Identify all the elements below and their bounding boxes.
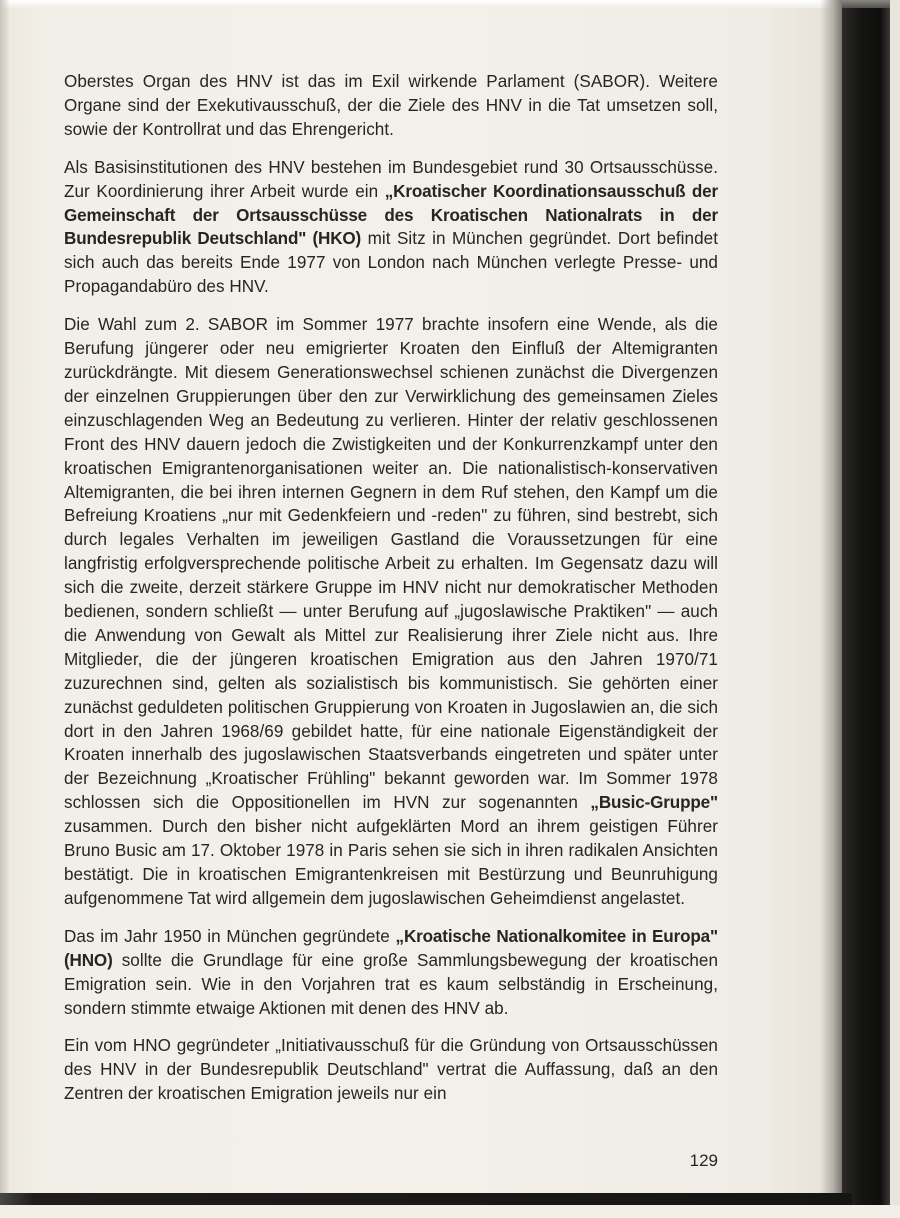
scan-top-edge <box>0 0 900 8</box>
bold-term: „Kroatische Nationalkomitee in Europa" (HNO) <box>64 926 718 970</box>
scan-left-shadow <box>0 0 10 1218</box>
paragraph <box>64 925 718 1021</box>
text-segment: Als Basisinstitutionen des HNV bestehen im Bundesgebiet rund 30 Ortsausschüsse. Zur Koordinierung ihrer Arbeit wurde ein <box>64 157 718 201</box>
body-text <box>64 70 718 1120</box>
text-segment: Die Wahl zum 2. SABOR im Sommer 1977 brachte insofern eine Wende, als die Berufung jüngerer oder neu emigrierter Kroaten den Einfluß der Altemigranten zurückdrängte. Mit diesem Generationswechsel schienen zunächst die Divergenzen der einzelnen Gruppierungen über den zur Verwirklichung des gemeinsamen Zieles einzuschlagenden Weg an Bedeutung zu verlieren. Hinter der relativ geschlossenen Front des HNV dauern jedoch die Zwistigkeiten und der Konkurrenzkampf unter den kroatischen Emigrantenorganisationen weiter an. Die nationalistisch-konservativen Altemigranten, die bei ihren internen Gegnern in dem Ruf stehen, den Kampf um die Befreiung Kroatiens „nur mit Gedenkfeiern und -reden" zu führen, sind bestrebt, sich durch legales Verhalten im jeweiligen Gastland die Voraussetzungen für eine langfristig erfolgversprechende politische Arbeit zu erhalten. Im Gegensatz dazu will sich die zweite, derzeit stärkere Gruppe im HNV nicht nur demokratischer Methoden bedienen, sondern schließt — unter Berufung auf „jugoslawische Praktiken" — auch die Anwendung von Gewalt als Mittel zur Realisierung ihrer Ziele nicht aus. Ihre Mitglieder, die der jüngeren kroatischen Emigration aus den Jahren 1970/71 zuzurechnen sind, gelten als sozialistisch bis kommunistisch. Sie gehörten einer zunächst geduldeten politischen Gruppierung von Kroaten in Jugoslawien an, die sich dort in den Jahren 1968/69 gebildet hatte, für eine nationale Eigenständigkeit der Kroaten innerhalb des jugoslawischen Staatsverbands eingetreten und später unter der Bezeichnung „Kroatischer Frühling" bekannt geworden war. Im Sommer 1978 schlossen sich die Oppositionellen im HVN zur sogenannten <box>64 315 718 813</box>
paragraph <box>64 313 718 911</box>
text-segment: mit Sitz in München gegründet. Dort befindet sich auch das bereits Ende 1977 von London nach München verlegte Presse- und Propagandabüro des HNV. <box>64 229 718 297</box>
paragraph <box>64 156 718 299</box>
scan-bottom-margin <box>0 1205 900 1218</box>
text-segment: sollte die Grundlage für eine große Sammlungsbewegung der kroatischen Emigration sein. Wie in den Vorjahren trat es kaum selbständig in Erscheinung, sondern stimmte etwaige Aktionen mit denen des HNV ab. <box>64 950 718 1018</box>
text-segment: Ein vom HNO gegründeter „Initiativausschuß für die Gründung von Ortsausschüssen des HNV in der Bundesrepublik Deutschland" vertrat die Auffassung, daß an den Zentren der kroatischen Emigration jeweils nur ein <box>64 1036 718 1104</box>
paragraph <box>64 70 718 142</box>
text-segment: Das im Jahr 1950 in München gegründete <box>64 926 396 946</box>
text-segment: Oberstes Organ des HNV ist das im Exil wirkende Parlament (SABOR). Weitere Organe sind der Exekutivausschuß, der die Ziele des HNV in die Tat umsetzen soll, sowie der Kontrollrat und das Ehrengericht. <box>64 72 718 139</box>
book-binding <box>842 8 890 1206</box>
book-bottom-edge <box>0 1193 852 1205</box>
scan-right-margin <box>890 0 900 1218</box>
page-gutter-shadow <box>820 0 842 1218</box>
paragraph <box>64 1034 718 1106</box>
bold-term: „Busic-Gruppe" <box>590 793 718 813</box>
page-number: 129 <box>689 1151 718 1170</box>
bold-term: „Kroatischer Koordinationsausschuß der Gemeinschaft der Ortsausschüsse des Kroatischen Nationalrats in der Bundesrepublik Deutschland" (HKO) <box>64 181 718 249</box>
text-segment: zusammen. Durch den bisher nicht aufgeklärten Mord an ihrem geistigen Führer Bruno Busic am 17. Oktober 1978 in Paris sehen sie sich in ihren radikalen Ansichten bestätigt. Die in kroatischen Emigrantenkreisen mit Bestürzung und Beunruhigung aufgenommene Tat wird allgemein dem jugoslawischen Geheimdienst angelastet. <box>64 817 718 908</box>
